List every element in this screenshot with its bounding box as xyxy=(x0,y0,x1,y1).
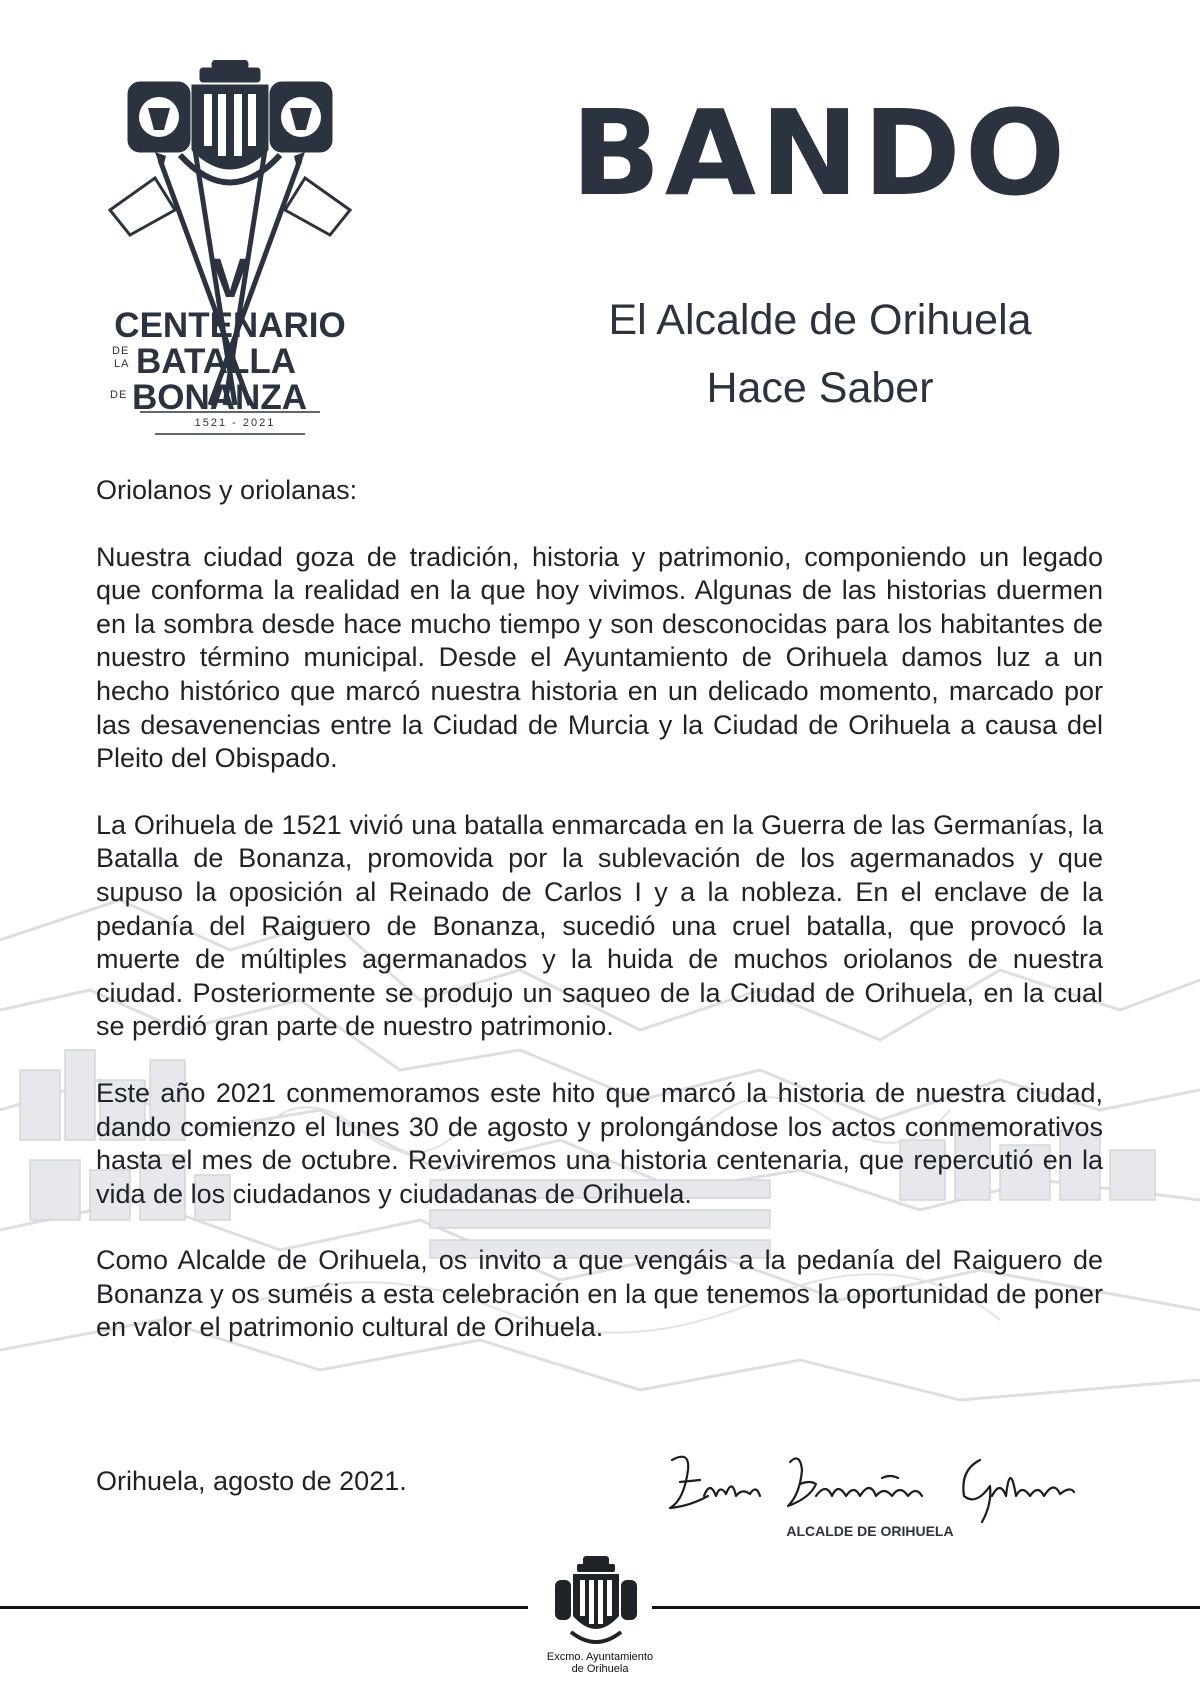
paragraph-3: Este año 2021 conmemoramos este hito que marcó la historia de nuestra ciudad, dando comienzo el lunes 30 de agosto y prolongándose los actos conmemorativos hasta el mes de octubre. Reviviremos una historia centenaria, que repercutió en la vida de los ciudadanos y ciudadanas de Orihuela. xyxy=(96,1077,1103,1209)
subtitle-hace-saber: Hace Saber xyxy=(706,364,934,412)
logo-years: 1521 - 2021 xyxy=(194,417,276,429)
footer-org-line1: Excmo. Ayuntamiento xyxy=(546,1651,654,1663)
page-title: BANDO xyxy=(570,84,1070,222)
v-centenario-logo xyxy=(100,60,360,450)
logo-centenario: CENTENARIO xyxy=(114,306,346,345)
date-closing: Orihuela, agosto de 2021. xyxy=(96,1466,407,1496)
ayuntamiento-crest-icon xyxy=(551,1554,641,1654)
logo-small-de-2: DE xyxy=(110,389,128,401)
paragraph-4: Como Alcalde de Orihuela, os invito a que vengáis a la pedanía del Raiguero de Bonanza y os suméis a esta celebración en la que tenemos la oportunidad de poner en valor el patrimonio cultural de Orihuela. xyxy=(96,1245,1103,1343)
greeting: Oriolanos y oriolanas: xyxy=(96,475,358,505)
logo-batalla: BATALLA xyxy=(136,342,297,381)
logo-bonanza: BONANZA xyxy=(132,378,307,417)
footer-rule-left xyxy=(0,1606,528,1609)
paragraph-1: Nuestra ciudad goza de tradición, historia y patrimonio, componiendo un legado que conforma la realidad en la que hoy vivimos. Algunas de las historias duermen en la sombra desde hace mucho tiempo y son desconocidas para los habitantes de nuestro término municipal. Desde el Ayuntamiento de Orihuela damos luz a un hecho histórico que marcó nuestra historia en un delicado momento, marcado por las desavenencias entre la Ciudad de Murcia y la Ciudad de Orihuela a causa del Pleito del Obispado. xyxy=(96,541,1103,774)
footer-organization xyxy=(500,1651,700,1675)
logo-row-batalla xyxy=(100,344,360,382)
proclamation-body xyxy=(96,474,1103,1378)
signature-icon xyxy=(660,1440,1110,1525)
footer-rule-right xyxy=(652,1606,1200,1609)
subtitle-alcalde: El Alcalde de Orihuela xyxy=(608,296,1032,344)
signer-title: ALCALDE DE ORIHUELA xyxy=(786,1523,954,1539)
logo-numeral: V xyxy=(211,246,249,309)
paragraph-2: La Orihuela de 1521 vivió una batalla enmarcada en la Guerra de las Germanías, la Batalla de Bonanza, promovida por la sublevación de los agermanados y que supuso la oposición al Reinado de Carlos I y a la nobleza. En el enclave de la pedanía del Raiguero de Bonanza, sucedió una cruel batalla, que provocó la muerte de múltiples agermanados y la huida de muchos oriolanos de nuestra ciudad. Posteriormente se produjo un saqueo de la Ciudad de Orihuela, en la cual se perdió gran parte de nuestro patrimonio. xyxy=(96,809,1103,1042)
logo-small-de: DE xyxy=(112,345,130,357)
logo-row-bonanza xyxy=(100,380,360,418)
logo-small-la: LA xyxy=(114,358,130,370)
footer-org-line2: de Orihuela xyxy=(571,1663,629,1675)
